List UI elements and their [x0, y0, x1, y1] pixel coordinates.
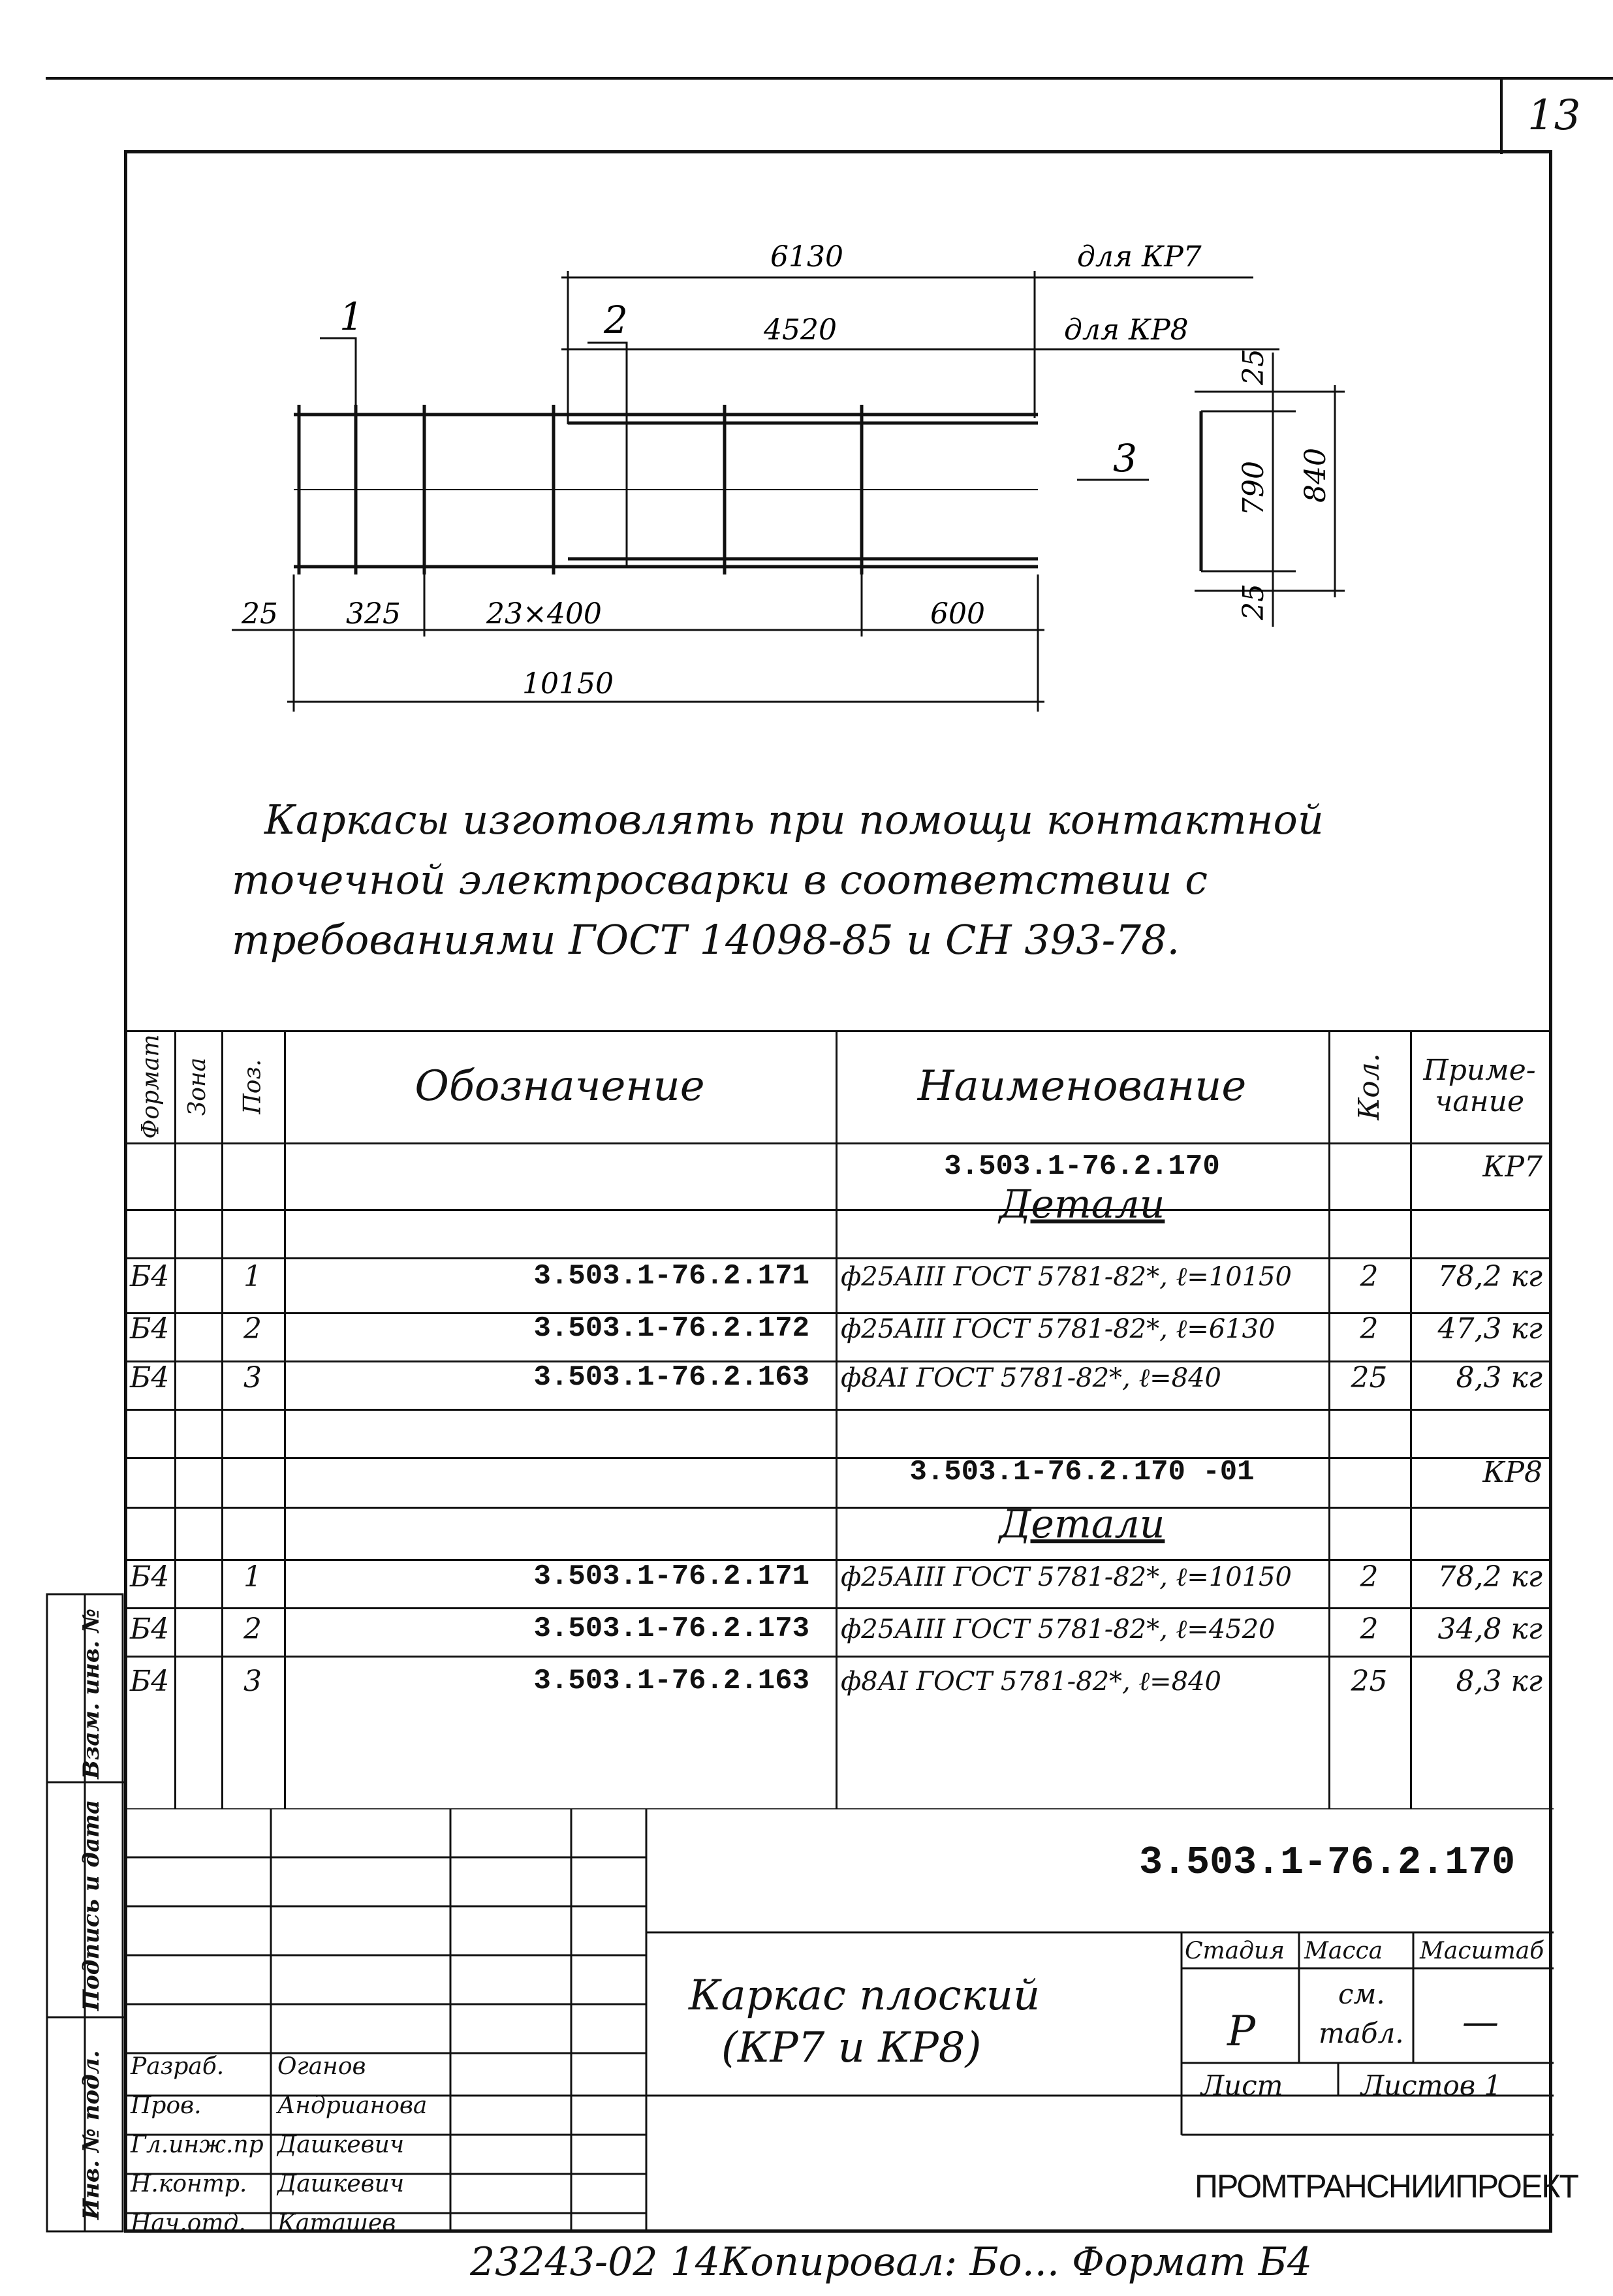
cell-format: Б4: [130, 1360, 170, 1394]
note-line-2: точечной электросварки в соответствии с: [232, 856, 1208, 904]
dim-bottom-23x400: 23×400: [486, 597, 602, 631]
dim-side-25-bottom: 25: [1237, 584, 1270, 620]
cell-format: Б4: [130, 1312, 170, 1345]
cell-designation: [284, 1180, 836, 1229]
mass-value-line2: табл.: [1319, 2017, 1404, 2049]
cell-designation: 3.503.1-76.2.171: [533, 1260, 809, 1293]
cell-qty: [1328, 1180, 1410, 1229]
role-label: Гл.инж.пр: [131, 2131, 264, 2158]
cell-name: ф25АIII ГОСТ 5781-82*, ℓ=10150: [841, 1261, 1292, 1292]
doc-code: 3.503.1-76.2.170: [1139, 1841, 1516, 1885]
dim-side-840: 840: [1299, 448, 1332, 503]
sidebar-sign-date: Подпись и дата: [78, 1799, 104, 2011]
hdr-zone: Зона: [184, 1057, 211, 1116]
role-label: Пров.: [131, 2092, 202, 2119]
callout-3: 3: [1113, 436, 1137, 480]
hdr-qty-cell: [1328, 1030, 1410, 1142]
doc-title-line1: Каркас плоский: [689, 1972, 1041, 2020]
hdr-format-cell: [127, 1030, 174, 1142]
cell-note: КР7: [1482, 1150, 1543, 1184]
dim-4520: 4520: [764, 313, 837, 347]
hdr-format: Формат: [137, 1033, 164, 1139]
cell-assembly-code: 3.503.1-76.2.170: [944, 1150, 1220, 1183]
role-label: Н.контр.: [131, 2171, 247, 2197]
cell-qty: [1328, 1402, 1410, 1451]
cell-note: [1410, 1180, 1549, 1229]
cell-note: 47,3 кг: [1437, 1312, 1543, 1345]
sheet-label: Лист: [1201, 2069, 1283, 2101]
cell-designation: 3.503.1-76.2.171: [533, 1560, 809, 1593]
sidebar-inv-podl: Инв. № подл.: [78, 2050, 104, 2220]
cell-qty: [1328, 1500, 1410, 1549]
cell-note: 34,8 кг: [1437, 1612, 1543, 1646]
role-person: Каташев: [277, 2210, 396, 2237]
role-person: Оганов: [277, 2053, 366, 2080]
sheets-label: Листов 1: [1361, 2069, 1502, 2101]
cell-note: КР8: [1482, 1455, 1543, 1489]
cell-qty: 2: [1360, 1560, 1379, 1594]
cell-designation: 3.503.1-76.2.173: [533, 1612, 809, 1645]
cell-format: Б4: [130, 1612, 170, 1646]
callout-1: 1: [339, 294, 364, 339]
org-name: ПРОМТРАНСНИИПРОЕКТ: [1195, 2168, 1578, 2205]
rebar-cage: [294, 405, 1038, 574]
dim-bottom-325: 325: [346, 597, 401, 631]
dim-4520-note: для КР8: [1064, 313, 1189, 347]
cell-note: [1410, 1402, 1549, 1451]
hdr-pos-cell: [221, 1030, 284, 1142]
bottom-stamp-text: 23243-02 14Копировал: Бо... Формат Б4: [470, 2239, 1313, 2285]
cell-section-title: Детали: [999, 1182, 1165, 1227]
cell-format: Б4: [130, 1560, 170, 1594]
cell-qty: [1328, 1448, 1410, 1496]
hdr-note-line2: чание: [1435, 1085, 1524, 1118]
cell-designation: [284, 1448, 836, 1496]
cell-pos: [221, 1500, 284, 1549]
scale-value: —: [1462, 2001, 1499, 2043]
role-person: Дашкевич: [277, 2171, 405, 2197]
left-sidebar: [46, 1593, 124, 2233]
note-line-1: Каркасы изготовлять при помощи контактной: [264, 796, 1324, 843]
dim-bottom-25: 25: [242, 597, 278, 631]
hdr-note-line1: Приме-: [1423, 1054, 1536, 1087]
cell-pos: 1: [243, 1560, 262, 1594]
hdr-designation: Обозначение: [415, 1062, 705, 1110]
cell-pos: [221, 1180, 284, 1229]
cell-name: ф25АIII ГОСТ 5781-82*, ℓ=4520: [841, 1614, 1276, 1644]
spec-vline: [174, 1030, 176, 1808]
cell-qty: 2: [1360, 1312, 1379, 1345]
cell-format: Б4: [130, 1259, 170, 1293]
stage-label: Стадия: [1185, 1938, 1285, 1964]
cell-assembly-code: 3.503.1-76.2.170 -01: [909, 1456, 1255, 1488]
cell-note: 78,2 кг: [1437, 1259, 1543, 1293]
cell-format: [130, 1500, 174, 1549]
cell-pos: [221, 1402, 284, 1451]
scale-label: Масштаб: [1420, 1938, 1544, 1964]
cell-name: ф25АIII ГОСТ 5781-82*, ℓ=6130: [841, 1313, 1276, 1344]
hdr-qty: Кол.: [1352, 1052, 1386, 1120]
cell-pos: 3: [243, 1664, 262, 1698]
cell-designation: 3.503.1-76.2.163: [533, 1665, 809, 1697]
cell-qty: 25: [1351, 1360, 1388, 1394]
cell-pos: 2: [243, 1612, 262, 1646]
dim-6130: 6130: [770, 240, 843, 274]
mass-value-line1: см.: [1338, 1978, 1385, 2010]
frame-drawing: [0, 0, 1613, 783]
cell-name: ф25АIII ГОСТ 5781-82*, ℓ=10150: [841, 1562, 1292, 1592]
sheet-number: 13: [1527, 91, 1581, 140]
note-line-3: требованиями ГОСТ 14098-85 и СН 393-78.: [232, 916, 1180, 964]
cell-name: ф8АI ГОСТ 5781-82*, ℓ=840: [841, 1666, 1222, 1697]
cell-note: 8,3 кг: [1456, 1664, 1543, 1698]
cell-format: [130, 1402, 174, 1451]
mass-label: Масса: [1304, 1938, 1383, 1964]
cell-designation: [284, 1402, 836, 1451]
cell-format: Б4: [130, 1664, 170, 1698]
cell-section-title: Детали: [999, 1502, 1165, 1547]
cell-designation: 3.503.1-76.2.172: [533, 1312, 809, 1345]
dim-6130-note: для КР7: [1077, 240, 1202, 274]
cell-designation: [284, 1500, 836, 1549]
cell-pos: 2: [243, 1312, 262, 1345]
cell-qty: 2: [1360, 1612, 1379, 1646]
sidebar-inv-vzam: Взам. инв. №: [78, 1609, 104, 1779]
dim-side-25-top: 25: [1237, 349, 1270, 385]
hdr-zone-cell: [174, 1030, 221, 1142]
cell-pos: 1: [243, 1259, 262, 1293]
role-label: Нач.отд.: [131, 2210, 246, 2237]
hdr-name: Наименование: [917, 1062, 1247, 1110]
cell-format: [130, 1448, 174, 1496]
cell-qty: 2: [1360, 1259, 1379, 1293]
role-person: Андрианова: [277, 2092, 428, 2119]
cell-pos: 3: [243, 1360, 262, 1394]
hdr-pos: Поз.: [239, 1058, 266, 1114]
dim-side-790: 790: [1237, 461, 1270, 516]
general-note: [232, 790, 1472, 970]
cell-designation: 3.503.1-76.2.163: [533, 1361, 809, 1394]
callout-2: 2: [604, 298, 628, 342]
hdr-note: [1410, 1030, 1549, 1142]
role-person: Дашкевич: [277, 2131, 405, 2158]
dim-bottom-600: 600: [930, 597, 985, 631]
stage-value: Р: [1227, 2007, 1256, 2056]
cell-name: [836, 1402, 1328, 1451]
cell-qty: 25: [1351, 1664, 1388, 1698]
cell-format: [130, 1180, 174, 1229]
role-label: Разраб.: [131, 2053, 225, 2080]
cell-name: ф8АI ГОСТ 5781-82*, ℓ=840: [841, 1362, 1222, 1393]
dim-bottom-10150: 10150: [522, 667, 614, 700]
cell-pos: [221, 1448, 284, 1496]
doc-title-line2: (КР7 и КР8): [721, 2024, 982, 2072]
cell-note: 78,2 кг: [1437, 1560, 1543, 1594]
cell-note: [1410, 1500, 1549, 1549]
cell-note: 8,3 кг: [1456, 1360, 1543, 1394]
